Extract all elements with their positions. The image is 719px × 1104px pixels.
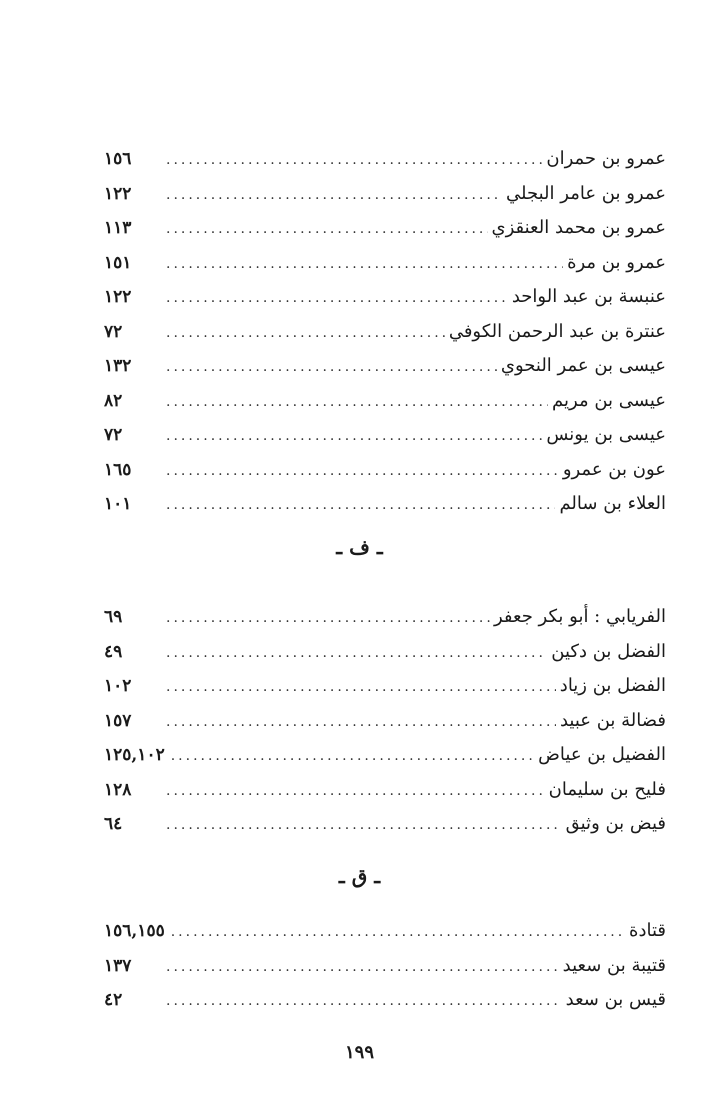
entry-name: عيسى بن مريم [552, 389, 666, 411]
entry-pages: ٧٢ [104, 321, 123, 342]
entry-name: عمرو بن مرة [567, 251, 666, 273]
entry-name: قتادة [629, 920, 666, 941]
leader-dots [166, 705, 556, 740]
entry-name: عيسى بن يونس [546, 424, 666, 445]
index-entry [104, 807, 666, 842]
leader-dots [166, 385, 548, 420]
index-entry [104, 669, 666, 704]
entry-name: الفريابي : أبو بكر جعفر [493, 606, 666, 627]
index-entry [104, 315, 666, 350]
entry-name: عنترة بن عبد الرحمن الكوفي [448, 320, 666, 342]
leader-dots [166, 670, 556, 705]
leader-dots [166, 601, 490, 636]
index-entry [104, 384, 666, 419]
entry-name: عنبسة بن عبد الواحد [511, 286, 666, 307]
entry-name: قيس بن سعد [565, 989, 666, 1010]
leader-dots [166, 488, 555, 523]
leader-dots [171, 739, 534, 774]
entry-name: قتيبة بن سعيد [562, 954, 666, 976]
entry-name: العلاء بن سالم [559, 493, 666, 514]
entry-pages: ٦٤ [104, 814, 123, 834]
leader-dots [166, 419, 542, 454]
entry-pages: ١٥٦ [104, 149, 132, 169]
entry-pages: ١١٣ [104, 218, 132, 238]
index-entry [104, 280, 666, 315]
entry-pages: ١٢٢ [104, 183, 132, 204]
page-number: ١٩٩ [344, 1042, 374, 1063]
entry-pages: ٤٢ [104, 990, 123, 1010]
leader-dots [166, 984, 562, 1019]
index-entry [104, 453, 666, 488]
entry-pages: ٤٩ [104, 641, 123, 662]
entry-pages: ٦٩ [104, 607, 123, 627]
index-entry [104, 211, 666, 246]
leader-dots [166, 454, 559, 489]
section-heading-fa: ـ ف ـ [336, 535, 383, 559]
entry-pages: ١٢٨ [104, 779, 132, 800]
index-list-fa [104, 600, 666, 842]
entry-name: عمرو بن حمران [546, 148, 666, 169]
entry-name: عمرو بن عامر البجلي [506, 182, 666, 204]
index-entry [104, 914, 666, 949]
entry-pages: ١٥٧ [104, 710, 132, 731]
leader-dots [166, 350, 497, 385]
entry-name: عمرو بن محمد العنقزي [491, 217, 666, 238]
section-heading-qaf: ـ ق ـ [338, 864, 381, 888]
index-list-ayn [104, 142, 666, 522]
index-entry [104, 635, 666, 670]
entry-name: الفضيل بن عياض [538, 744, 666, 765]
entry-name: فليح بن سليمان [548, 778, 666, 800]
index-entry [104, 600, 666, 635]
leader-dots [166, 178, 502, 213]
entry-pages: ١٥٦,١٥٥ [104, 921, 165, 941]
entry-pages: ٧٢ [104, 425, 123, 445]
entry-pages: ١٣٢ [104, 356, 132, 376]
index-entry [104, 983, 666, 1018]
entry-pages: ١٦٥ [104, 459, 132, 480]
leader-dots [166, 808, 562, 843]
leader-dots [166, 636, 547, 671]
index-entry [104, 773, 666, 808]
leader-dots [166, 316, 445, 351]
entry-name: فضالة بن عبيد [559, 709, 666, 731]
leader-dots [166, 950, 559, 985]
index-entry [104, 704, 666, 739]
index-entry [104, 349, 666, 384]
entry-pages: ١٠٢ [104, 676, 132, 696]
index-entry [104, 418, 666, 453]
index-entry [104, 738, 666, 773]
entry-pages: ١٥١ [104, 252, 132, 273]
entry-name: عيسى بن عمر النحوي [500, 355, 666, 376]
entry-pages: ٨٢ [104, 390, 123, 411]
entry-name: فيض بن وثيق [565, 813, 666, 834]
index-entry [104, 949, 666, 984]
entry-pages: ١٣٧ [104, 955, 132, 976]
index-entry [104, 246, 666, 281]
index-entry [104, 142, 666, 177]
leader-dots [166, 774, 545, 809]
entry-name: الفضل بن دكين [551, 640, 666, 662]
leader-dots [166, 143, 542, 178]
index-entry [104, 177, 666, 212]
entry-pages: ١٢٥,١٠٢ [104, 745, 165, 765]
entry-name: عون بن عمرو [562, 458, 666, 480]
leader-dots [166, 281, 508, 316]
entry-name: الفضل بن زياد [559, 675, 666, 696]
leader-dots [171, 915, 625, 950]
index-entry [104, 487, 666, 522]
entry-pages: ١٢٢ [104, 287, 132, 307]
leader-dots [166, 212, 488, 247]
leader-dots [166, 247, 563, 282]
index-list-qaf [104, 914, 666, 1018]
entry-pages: ١٠١ [104, 494, 132, 514]
